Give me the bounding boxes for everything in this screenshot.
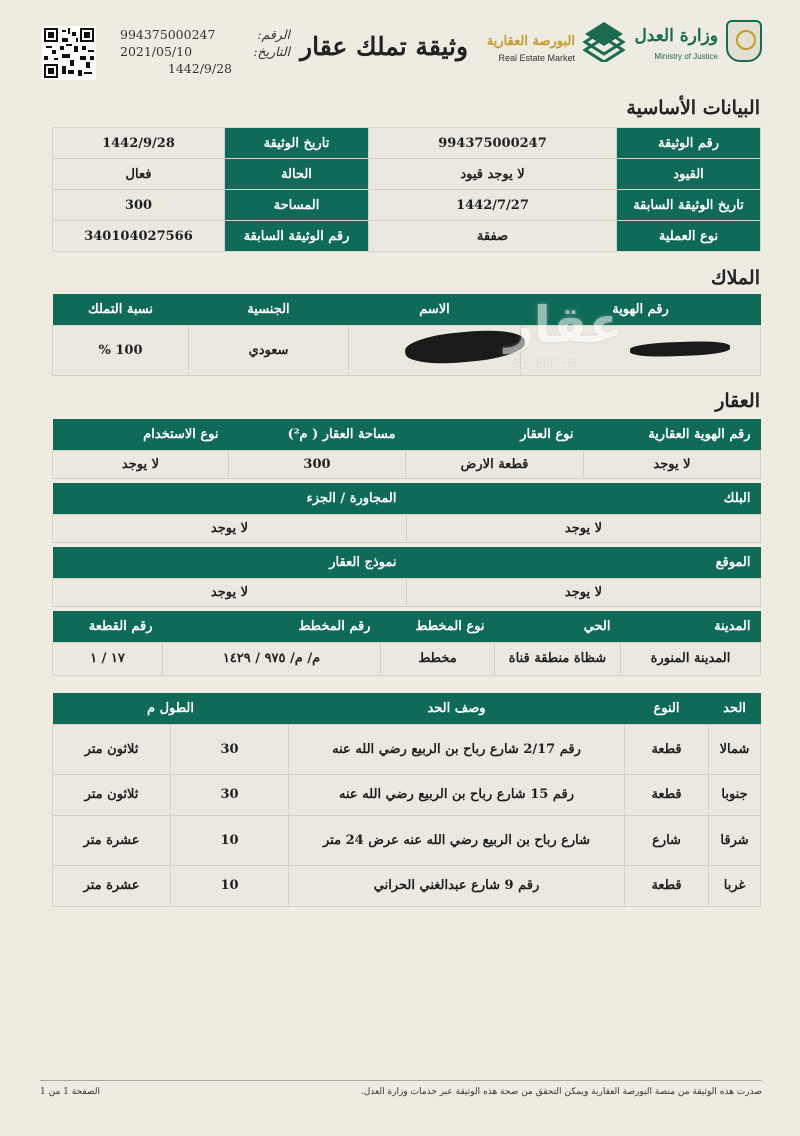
header-plan-type: نوع المخطط xyxy=(381,611,495,642)
value-location: لا يوجد xyxy=(407,578,761,606)
value-document-date: 1442/9/28 xyxy=(53,128,225,159)
table-row xyxy=(53,724,761,774)
label-previous-document-number: رقم الوثيقة السابقة xyxy=(225,221,369,252)
real-estate-market-icon xyxy=(583,20,625,62)
rem-logo-english: Real Estate Market xyxy=(498,53,575,63)
table-header-row xyxy=(53,547,761,578)
property-table-4 xyxy=(52,611,761,676)
basic-data-table xyxy=(52,127,761,252)
moj-emblem-icon xyxy=(726,20,762,62)
document-meta xyxy=(120,26,290,77)
north-description: رقم 2/17 شارع رباح بن الربيع رضي الله عنه xyxy=(289,724,625,774)
south-side: جنوبا xyxy=(709,774,761,815)
header-property-type: نوع العقار xyxy=(406,419,584,450)
table-row xyxy=(53,159,761,190)
table-row xyxy=(53,815,761,865)
owners-table xyxy=(52,294,761,376)
table-header-row xyxy=(53,419,761,450)
value-city: المدينة المنورة xyxy=(621,642,761,675)
value-neighborhood-part: لا يوجد xyxy=(53,514,407,542)
table-row xyxy=(53,128,761,159)
watermark-logo: عقار xyxy=(505,296,623,354)
table-row xyxy=(53,450,761,478)
header-name: الاسم xyxy=(349,294,521,325)
east-side: شرقا xyxy=(709,815,761,865)
hijri-date: 1442/9/28 xyxy=(167,61,232,76)
boundaries-table xyxy=(52,693,761,907)
real-estate-market-logo xyxy=(485,20,625,65)
value-property-area: 300 xyxy=(229,450,406,478)
value-property-model: لا يوجد xyxy=(53,578,407,606)
north-type: قطعة xyxy=(625,724,709,774)
west-description: رقم 9 شارع عبدالغني الحراني xyxy=(289,865,625,906)
header-neighborhood-part: المجاورة / الجزء xyxy=(53,483,407,514)
header-block: البلك xyxy=(407,483,761,514)
header-district: الحي xyxy=(495,611,621,642)
table-header-row xyxy=(53,693,761,724)
qr-code-icon[interactable] xyxy=(42,26,96,80)
owner-nationality: سعودي xyxy=(189,325,349,375)
value-property-id: لا يوجد xyxy=(584,450,761,478)
north-side: شمالا xyxy=(709,724,761,774)
value-operation-type: صفقة xyxy=(369,221,617,252)
value-usage-type: لا يوجد xyxy=(53,450,229,478)
label-restrictions: القيود xyxy=(617,159,761,190)
table-row xyxy=(53,578,761,606)
value-area: 300 xyxy=(53,190,225,221)
label-previous-document-date: تاريخ الوثيقة السابقة xyxy=(617,190,761,221)
south-type: قطعة xyxy=(625,774,709,815)
header-id-number: رقم الهوية xyxy=(521,294,761,325)
table-row xyxy=(53,865,761,906)
east-type: شارع xyxy=(625,815,709,865)
basic-data-title: البيانات الأساسية xyxy=(626,97,760,119)
table-header-row xyxy=(53,483,761,514)
footer-note: صدرت هذه الوثيقة من منصة البورصة العقارية ويمكن التحقق من صحة هذه الوثيقة عبر خدمات وزارة العدل. xyxy=(360,1087,762,1097)
value-plot-number: ١٧ / ١ xyxy=(53,642,163,675)
value-plan-number: م/ م/ ٩٧٥ / ١٤٢٩ xyxy=(163,642,381,675)
west-length: 10 xyxy=(171,865,289,906)
property-table-2 xyxy=(52,483,761,543)
table-row xyxy=(53,514,761,542)
table-header-row xyxy=(53,294,761,325)
header-property-id: رقم الهوية العقارية xyxy=(584,419,761,450)
value-block: لا يوجد xyxy=(407,514,761,542)
west-length-text: عشرة متر xyxy=(53,865,171,906)
header-city: المدينة xyxy=(621,611,761,642)
value-plan-type: مخطط xyxy=(381,642,495,675)
ministry-of-justice-logo xyxy=(634,20,762,65)
south-length-text: ثلاثون متر xyxy=(53,774,171,815)
header-location: الموقع xyxy=(407,547,761,578)
table-row xyxy=(53,642,761,675)
property-title: العقار xyxy=(715,390,760,412)
east-length-text: عشرة متر xyxy=(53,815,171,865)
west-type: قطعة xyxy=(625,865,709,906)
header-boundary-type: النوع xyxy=(625,693,709,724)
table-row xyxy=(53,190,761,221)
owner-share: 100 % xyxy=(53,325,189,375)
value-property-type: قطعة الارض xyxy=(406,450,584,478)
table-header-row xyxy=(53,611,761,642)
value-restrictions: لا يوجد قيود xyxy=(369,159,617,190)
number-label: الرقم: xyxy=(257,27,290,42)
header-boundary-description: وصف الحد xyxy=(289,693,625,724)
header-nationality: الجنسية xyxy=(189,294,349,325)
footer xyxy=(40,1080,762,1097)
number-value: 994375000247 xyxy=(120,27,216,42)
label-document-date: تاريخ الوثيقة xyxy=(225,128,369,159)
table-row xyxy=(53,221,761,252)
rem-logo-arabic: البورصة العقارية xyxy=(486,34,575,49)
label-status: الحالة xyxy=(225,159,369,190)
table-row xyxy=(53,774,761,815)
south-length: 30 xyxy=(171,774,289,815)
property-table-3 xyxy=(52,547,761,607)
header-ownership-share: نسبة التملك xyxy=(53,294,189,325)
north-length: 30 xyxy=(171,724,289,774)
header-usage-type: نوع الاستخدام xyxy=(53,419,229,450)
south-description: رقم 15 شارع رباح بن الربيع رضي الله عنه xyxy=(289,774,625,815)
moj-logo-arabic: وزارة العدل xyxy=(634,26,718,46)
label-area: المساحة xyxy=(225,190,369,221)
east-description: شارع رباح بن الربيع رضي الله عنه عرض 24 متر xyxy=(289,815,625,865)
header-property-area: مساحة العقار ( م²) xyxy=(229,419,406,450)
west-side: غربا xyxy=(709,865,761,906)
header-side: الحد xyxy=(709,693,761,724)
date-value: 2021/05/10 xyxy=(120,44,193,59)
header-length: الطول م xyxy=(53,693,289,724)
north-length-text: ثلاثون متر xyxy=(53,724,171,774)
watermark-url: sa.aqar.fm xyxy=(511,356,578,369)
property-table-1 xyxy=(52,419,761,479)
value-previous-document-date: 1442/7/27 xyxy=(369,190,617,221)
document-title: وثيقة تملك عقار xyxy=(300,32,469,61)
date-label: التاريخ: xyxy=(253,44,290,59)
owners-title: الملاك xyxy=(710,267,760,289)
header-property-model: نموذج العقار xyxy=(53,547,407,578)
value-document-number: 994375000247 xyxy=(369,128,617,159)
value-previous-document-number: 340104027566 xyxy=(53,221,225,252)
header-plan-number: رقم المخطط xyxy=(163,611,381,642)
page-number: الصفحة 1 من 1 xyxy=(40,1087,100,1097)
moj-logo-english: Ministry of Justice xyxy=(654,52,718,61)
header xyxy=(0,0,800,90)
header-plot-number: رقم القطعة xyxy=(53,611,163,642)
east-length: 10 xyxy=(171,815,289,865)
watermark xyxy=(505,296,623,376)
label-document-number: رقم الوثيقة xyxy=(617,128,761,159)
label-operation-type: نوع العملية xyxy=(617,221,761,252)
value-district: شظاة منطقة قناة xyxy=(495,642,621,675)
value-status: فعال xyxy=(53,159,225,190)
